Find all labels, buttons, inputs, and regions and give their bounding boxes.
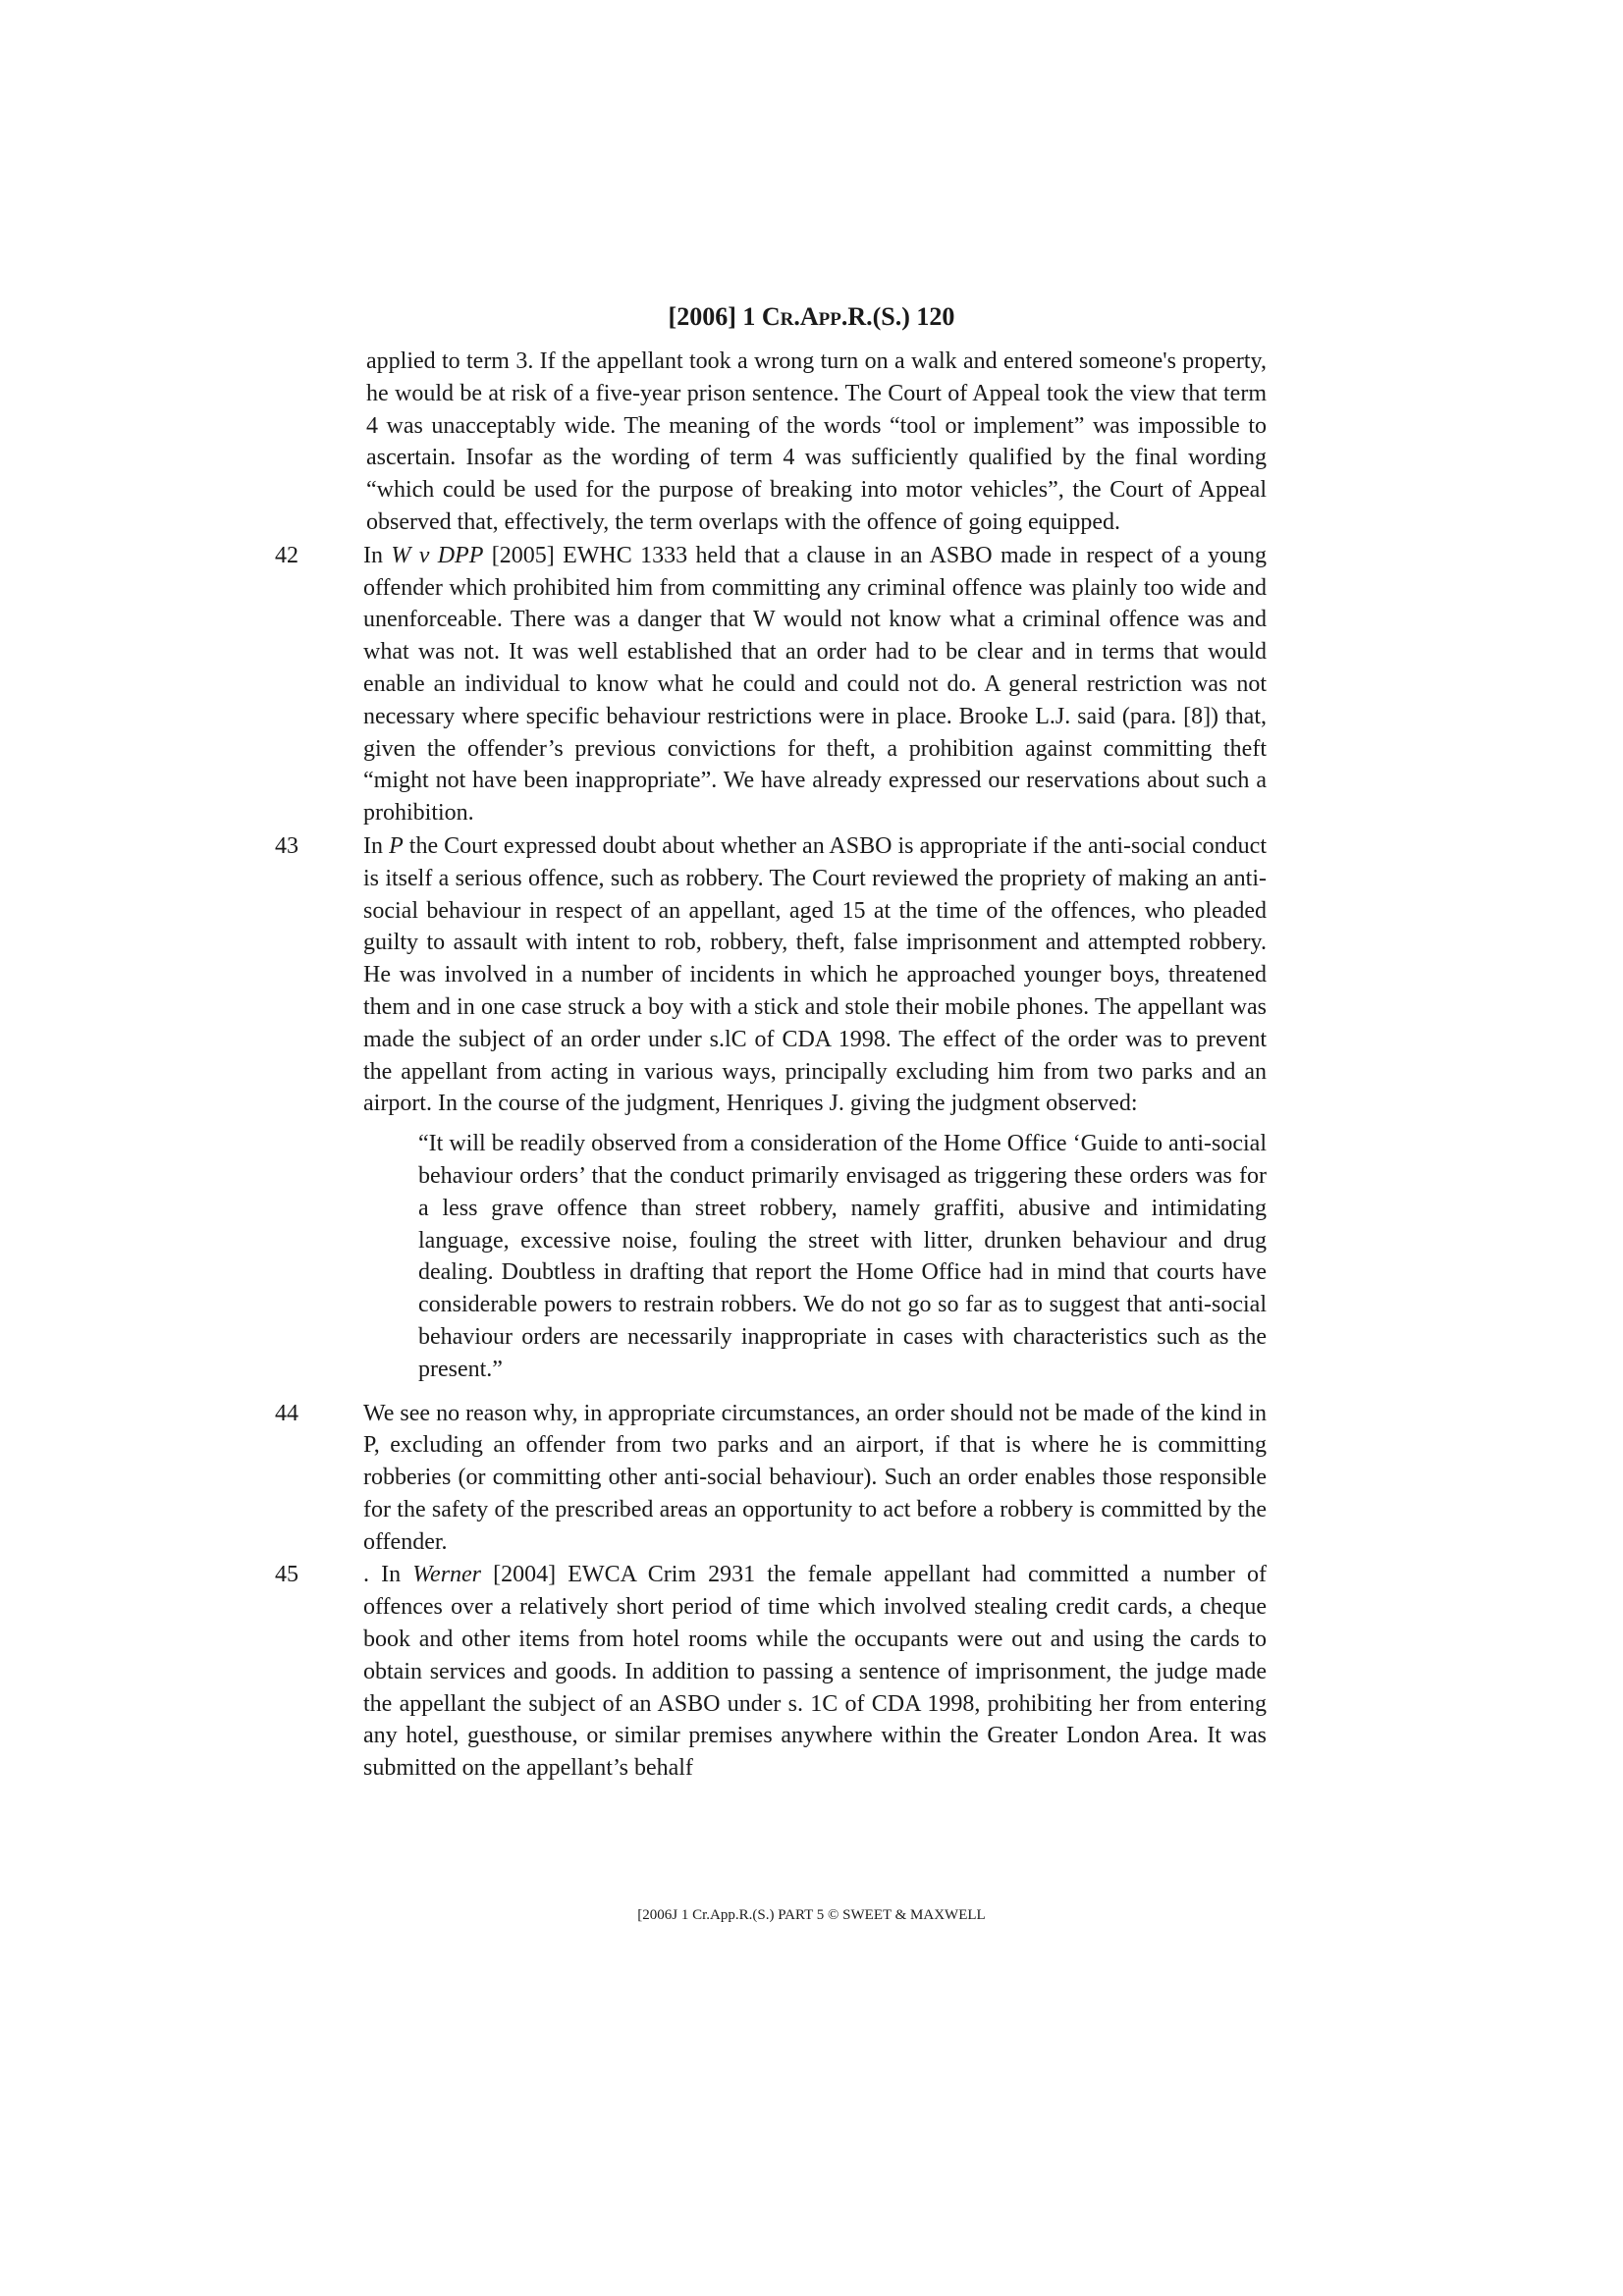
case-name: Werner [412, 1562, 482, 1588]
paragraph-45: 45 . In Werner [2004] EWCA Crim 2931 the female appellant had committed a number of offences over a relatively short period of time which involved stealing credit cards, a cheque book and other items from hotel rooms while the occupants were out and using the cards to obtain services and goods. In addition to passing a sentence of imprisonment, the judge made the appellant the subject of an ASBO under s. 1C of CDA 1998, prohibiting her from entering any hotel, guesthouse, or similar premises anywhere within the Greater London Area. It was submitted on the appellant’s behalf [363, 1559, 1267, 1785]
case-name: W v DPP [391, 542, 484, 568]
paragraph-number: 45 [275, 1562, 298, 1588]
paragraph-number: 42 [275, 542, 298, 568]
page-footer: [2006J 1 Cr.App.R.(S.) PART 5 © SWEET & MAXWELL [637, 1907, 986, 1923]
paragraph-continuation: applied to term 3. If the appellant took a wrong turn on a walk and entered someone's property, he would be at risk of a five-year prison sentence. The Court of Appeal took the view that term 4 was unacceptably wide. The meaning of the words “tool or implement” was impossible to ascertain. Insofar as the wording of term 4 was sufficiently qualified by the final wording “which could be used for the purpose of breaking into motor vehicles”, the Court of Appeal observed that, effectively, the term overlaps with the offence of going equipped. [366, 348, 1267, 535]
paragraph-44: 44 We see no reason why, in appropriate circumstances, an order should not be made of the kind in P, excluding an offender from two parks and an airport, if that is where he is committing robberies (or committing other anti-social behaviour). Such an order enables those responsible for the safety of the prescribed areas an opportunity to act before a robbery is committed by the offender. [363, 1398, 1267, 1559]
body-text [275, 346, 1268, 1786]
paragraph-number: 44 [275, 1400, 298, 1426]
paragraph-43: 43 In P the Court expressed doubt about whether an ASBO is appropriate if the anti-social conduct is itself a serious offence, such as robbery. The Court reviewed the propriety of making an anti-social behaviour in respect of an appellant, aged 15 at the time of the offences, who pleaded guilty to assault with intent to rob, robbery, theft, false imprisonment and attempted robbery. He was involved in a number of incidents in which he approached younger boys, threatened them and in one case struck a boy with a stick and stole their mobile phones. The appellant was made the subject of an order under s.lC of CDA 1998. The effect of the order was to prevent the appellant from acting in various ways, principally excluding him from two parks and an airport. In the course of the judgment, Henriques J. giving the judgment observed: “It will be readily observed from a consideration of the Home Office ‘Guide to anti-social behaviour orders’ that the conduct primarily envisaged as triggering these orders was for a less grave offence than street robbery, namely graffiti, abusive and intimidating language, excessive noise, fouling the street with litter, drunken behaviour and drug dealing. Doubtless in drafting that report the Home Office had in mind that courts have considerable powers to restrain robbers. We do not go so far as to suggest that anti-social behaviour orders are necessarily inappropriate in cases with characteristics such as the present.” [363, 830, 1267, 1386]
page-header: [2006] 1 CR.APP.R.(S.) 120 [668, 302, 955, 331]
case-name: P [389, 832, 404, 859]
paragraph-number: 43 [275, 832, 298, 859]
paragraph-42: 42 In W v DPP [2005] EWHC 1333 held that a clause in an ASBO made in respect of a young offender which prohibited him from committing any criminal offence was plainly too wide and unenforceable. There was a danger that W would not know what a criminal offence was and what was not. It was well established that an order had to be clear and in terms that would enable an individual to know what he could and could not do. A general restriction was not necessary where specific behaviour restrictions were in place. Brooke L.J. said (para. [8]) that, given the offender’s previous convictions for theft, a prohibition against committing theft “might not have been inappropriate”. We have already expressed our reservations about such a prohibition. [363, 540, 1267, 829]
block-quote: “It will be readily observed from a consideration of the Home Office ‘Guide to anti-social behaviour orders’ that the conduct primarily envisaged as triggering these orders was for a less grave offence than street robbery, namely graffiti, abusive and intimidating language, excessive noise, fouling the street with litter, drunken behaviour and drug dealing. Doubtless in drafting that report the Home Office had in mind that courts have considerable powers to restrain robbers. We do not go so far as to suggest that anti-social behaviour orders are necessarily inappropriate in cases with characteristics such as the present.” [418, 1131, 1267, 1382]
